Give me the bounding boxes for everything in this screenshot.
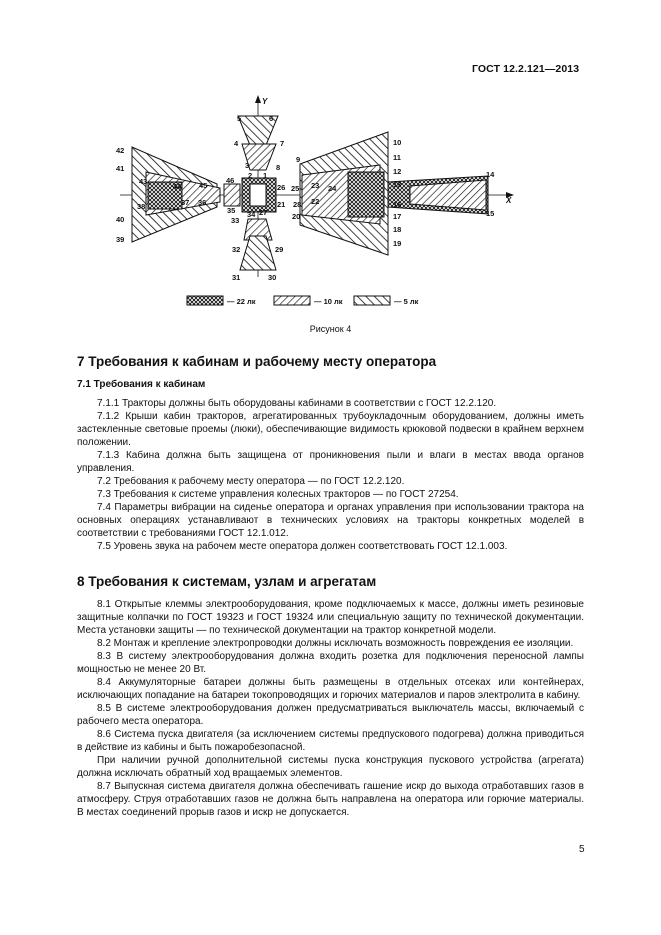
point-label: 11	[393, 153, 401, 162]
zone-center-left-block	[224, 184, 240, 206]
axis-y-arrow	[255, 95, 261, 103]
page-number: 5	[579, 844, 585, 855]
point-label: 17	[393, 212, 402, 221]
axis-x-label: X	[506, 196, 512, 205]
point-label: 40	[116, 215, 125, 224]
paragraph: 8.7 Выпускная система двигателя должна обеспечивать гашение искр до выхода отработавших газов в атмосферу. Струя отработавших газов не должна быть направлена на оператора или горючие материалы. В местах соединений прорыв газов и искр не допускается.	[77, 781, 584, 818]
point-label: 25	[291, 184, 300, 193]
paragraph: 7.3 Требования к системе управления колесных тракторов — по ГОСТ 27254.	[97, 489, 459, 500]
point-label: 39	[116, 235, 125, 244]
paragraph: 7.5 Уровень звука на рабочем месте оператора должен соответствовать ГОСТ 12.1.003.	[97, 541, 508, 552]
point-label: 8	[276, 163, 281, 172]
point-label: 46	[226, 176, 235, 185]
paragraph: 8.4 Аккумуляторные батареи должны быть размещены в отдельных отсеках или контейнерах, исключающих попадание на батареи токопроводящих и горючих материалов и паров электролита в кабину.	[77, 677, 584, 701]
legend-label-5lx: — 5 лк	[394, 297, 419, 306]
paragraph: 8.6 Система пуска двигателя (за исключением системы предпускового подогрева) должна приводиться в действие из кабины и быть пожаробезопасной.	[77, 729, 584, 753]
legend-label-22lx: — 22 лк	[227, 297, 256, 306]
point-label: 43	[139, 177, 148, 186]
point-label: 30	[268, 273, 277, 282]
figure-caption: Рисунок 4	[309, 324, 352, 334]
paragraph: 7.1.3 Кабина должна быть защищена от проникновения пыли и влаги в местах ввода органов управления.	[77, 450, 584, 474]
point-label: 38	[137, 202, 146, 211]
point-label: 29	[275, 245, 284, 254]
figure-4-diagram	[110, 92, 530, 317]
point-label: 10	[393, 138, 402, 147]
point-label: 34	[247, 210, 256, 219]
section-7-1-subtitle: 7.1 Требования к кабинам	[77, 379, 206, 390]
paragraph: 8.5 В системе электрооборудования должен предусматриваться выключатель массы, включаемый с рабочего места оператора.	[77, 703, 584, 727]
point-label: 16	[393, 200, 402, 209]
legend	[187, 296, 419, 306]
point-label: 21	[277, 200, 286, 209]
point-label: 15	[486, 209, 495, 218]
section-7-title: 7 Требования к кабинам и рабочему месту оператора	[77, 354, 437, 369]
point-label: 35	[227, 206, 236, 215]
point-label: 24	[328, 184, 337, 193]
point-label: 3	[245, 161, 250, 170]
point-label: 6	[269, 114, 274, 123]
point-label: 44	[173, 182, 182, 191]
section-7-body	[77, 397, 584, 553]
paragraph: 8.3 В систему электрооборудования должна входить розетка для подключения переносной лампы мощностью не менее 20 Вт.	[77, 651, 584, 675]
paragraph: 7.1.1 Тракторы должны быть оборудованы кабинами в соответствии с ГОСТ 12.2.120.	[97, 398, 497, 409]
point-label: 9	[296, 155, 301, 164]
paragraph: 7.4 Параметры вибрации на сиденье оператора и органах управления при использовании трактора на основных операциях устанавливают в технических условиях на тракторы конкретных моделей в соответствии с требованиями ГОСТ 12.1.012.	[77, 502, 584, 539]
legend-swatch-22lx	[187, 296, 223, 305]
zone-bottom-5lx	[240, 236, 276, 270]
point-label: 45	[199, 181, 208, 190]
point-label: 19	[393, 239, 402, 248]
zone-right-22lx	[348, 172, 384, 217]
point-label: 23	[311, 181, 320, 190]
point-label: 20	[292, 212, 301, 221]
section-8-title: 8 Требования к системам, узлам и агрегатам	[77, 574, 377, 589]
legend-label-10lx: — 10 лк	[314, 297, 343, 306]
point-label: 33	[231, 216, 240, 225]
paragraph: 8.1 Открытые клеммы электрооборудования, кроме подключаемых к массе, должны иметь резиновые защитные колпачки по ГОСТ 19323 и ГОСТ 19324 или специальную защиту по технической документации. Места установки защиты — по технической документации на трактор конкретной модели.	[77, 599, 584, 636]
point-label: 22	[311, 197, 320, 206]
point-label: 31	[232, 273, 241, 282]
point-label: 2	[248, 171, 253, 180]
point-label: 36	[198, 198, 207, 207]
point-label: 27	[259, 208, 268, 217]
document-header: ГОСТ 12.2.121—2013	[472, 63, 580, 75]
paragraph: 7.1.2 Крыши кабин тракторов, агрегатированных трубоукладочным оборудованием, должны иметь застекленные световые проемы (люки), обеспечивающие видимость крюковой подвески в крайнем верхнем положении.	[77, 411, 584, 448]
point-label: 37	[181, 198, 190, 207]
point-label: 41	[116, 164, 125, 173]
point-label: 4	[234, 139, 239, 148]
point-label: 32	[232, 245, 241, 254]
section-8-body	[77, 598, 584, 819]
paragraph: При наличии ручной дополнительной системы пуска конструкция пускового устройства (агрегата) должна исключать обратный ход вращаемых элементов.	[77, 755, 584, 779]
point-label: 18	[393, 225, 402, 234]
point-label: 1	[263, 171, 268, 180]
point-label: 14	[486, 170, 495, 179]
point-label: 5	[237, 114, 242, 123]
point-label: 12	[393, 167, 402, 176]
legend-swatch-5lx	[354, 296, 390, 305]
point-label: 42	[116, 146, 125, 155]
point-label: 13	[393, 180, 402, 189]
point-label: 28	[293, 200, 302, 209]
zone-center-inner	[250, 184, 266, 206]
point-label: 7	[280, 139, 285, 148]
legend-swatch-10lx	[274, 296, 310, 305]
paragraph: 7.2 Требования к рабочему месту оператора — по ГОСТ 12.2.120.	[97, 476, 405, 487]
axis-y-label: Y	[262, 97, 268, 106]
point-label: 26	[277, 183, 286, 192]
paragraph: 8.2 Монтаж и крепление электропроводки должны исключать возможность повреждения ее изоляции.	[97, 638, 574, 649]
